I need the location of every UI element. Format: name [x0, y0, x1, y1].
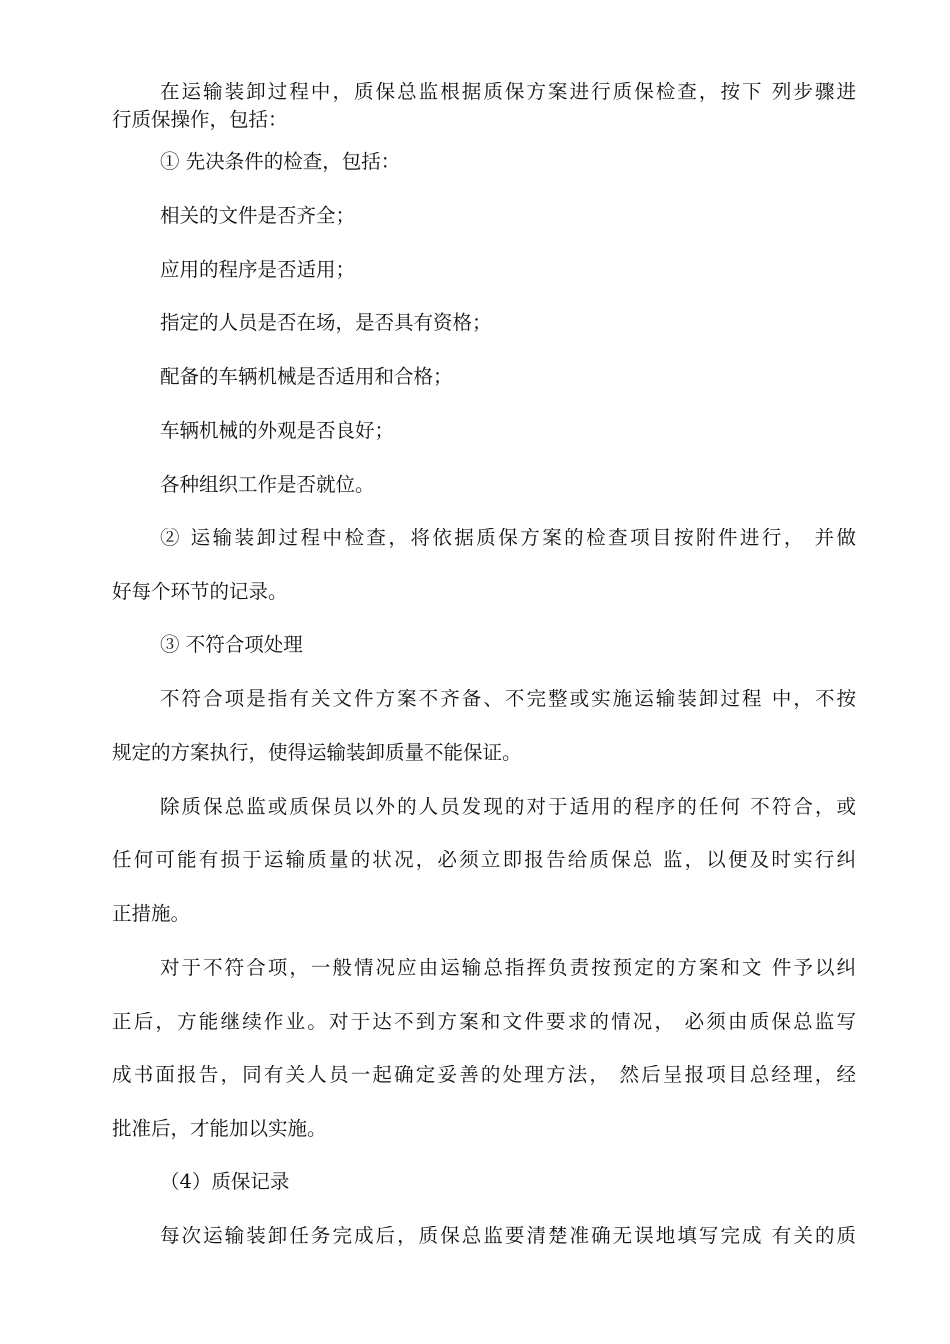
handling-line-1: 对于不符合项，一般情况应由运输总指挥负责按预定的方案和文 件予以纠 — [160, 958, 856, 978]
step-2-line-1: ② 运输装卸过程中检查，将依据质保方案的检查项目按附件进行， 并做 — [160, 528, 856, 548]
handling-line-4: 批准后，才能加以实施。 — [112, 1117, 327, 1140]
check-item-documents: 相关的文件是否齐全； — [160, 204, 356, 227]
nonconformance-def-line-2: 规定的方案执行，使得运输装卸质量不能保证。 — [112, 741, 522, 764]
handling-line-2: 正后，方能继续作业。对于达不到方案和文件要求的情况， 必须由质保总监写 — [112, 1012, 856, 1032]
handling-line-3: 成书面报告，同有关人员一起确定妥善的处理方法， 然后呈报项目总经理，经 — [112, 1065, 856, 1085]
reporting-line-3: 正措施。 — [112, 902, 191, 925]
nonconformance-def-line-1: 不符合项是指有关文件方案不齐备、不完整或实施运输装卸过程 中，不按 — [160, 689, 856, 709]
records-line-1: 每次运输装卸任务完成后，质保总监要清楚准确无误地填写完成 有关的质 — [160, 1226, 856, 1246]
paragraph-1-line-2: 行质保操作，包括： — [112, 108, 288, 131]
step-2-line-2: 好每个环节的记录。 — [112, 580, 288, 603]
check-item-vehicles: 配备的车辆机械是否适用和合格； — [160, 365, 453, 388]
check-item-appearance: 车辆机械的外观是否良好； — [160, 419, 395, 442]
check-item-procedures: 应用的程序是否适用； — [160, 258, 356, 281]
step-3-heading: ③ 不符合项处理 — [160, 633, 303, 656]
check-item-organization: 各种组织工作是否就位。 — [160, 473, 375, 496]
paragraph-1-line-1: 在运输装卸过程中，质保总监根据质保方案进行质保检查，按下 列步骤进 — [160, 82, 856, 102]
reporting-line-1: 除质保总监或质保员以外的人员发现的对于适用的程序的任何 不符合，或 — [160, 797, 856, 817]
section-4-heading: （4）质保记录 — [160, 1170, 290, 1193]
step-1-heading: ① 先决条件的检查，包括： — [160, 150, 401, 173]
check-item-personnel: 指定的人员是否在场，是否具有资格； — [160, 311, 492, 334]
reporting-line-2: 任何可能有损于运输质量的状况，必须立即报告给质保总 监，以便及时实行纠 — [112, 850, 856, 870]
